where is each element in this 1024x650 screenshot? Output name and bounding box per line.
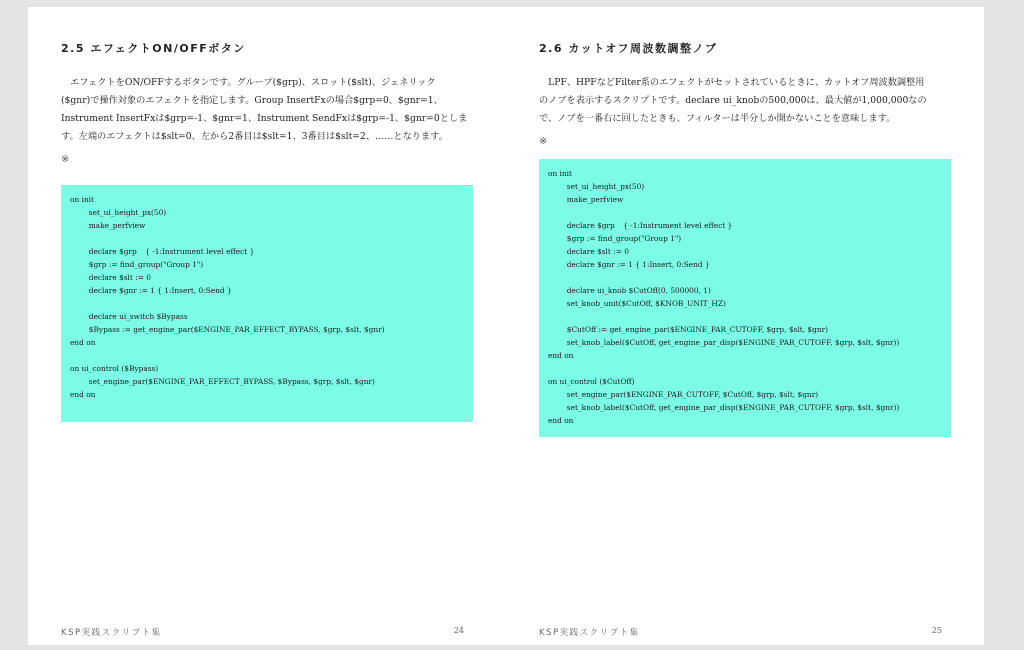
section-heading: 2.5 エフェクトON/OFFボタン [61, 42, 246, 55]
paragraph-line: エフェクトをON/OFFするボタンです。グループ($grp)、スロット($slt)、ジェネリック [61, 77, 436, 88]
page-number: 25 [931, 626, 942, 635]
code-block [61, 185, 473, 422]
note-mark-icon: ※ [61, 154, 70, 165]
section-heading: 2.6 カットオフ周波数調整ノブ [539, 42, 718, 55]
paragraph-line: のノブを表示するスクリプトです。declare ui_knobの500,000は、最大値が1,000,000なの [539, 95, 927, 106]
code-block [539, 159, 951, 437]
left-page [28, 7, 506, 645]
paragraph-line: Instrument InsertFxは$grp=-1、$gnr=1、Instrument SendFxは$grp=-1、$gnr=0としま [61, 113, 468, 124]
right-page [506, 7, 984, 645]
section-paragraph [61, 74, 468, 146]
paragraph-line: ($gnr)で操作対象のエフェクトを指定します。Group InsertFxの場合$grp=0、$gnr=1、 [61, 95, 443, 106]
paragraph-line: す。左端のエフェクトは$slt=0、左から2番目は$slt=1、3番目は$slt=2、……となります。 [61, 131, 448, 142]
page-number: 24 [453, 626, 464, 635]
footer-book-title: KSP実践スクリプト集 [61, 628, 162, 638]
paragraph-line: LPF、HPFなどFilter系のエフェクトがセットされているときに、カットオフ周波数調整用 [539, 77, 925, 88]
section-paragraph [539, 74, 939, 128]
footer-book-title: KSP実践スクリプト集 [539, 628, 640, 638]
book-spread [28, 7, 984, 645]
code-text: on init set_ui_height_px(50) make_perfview declare $grp { -1:Instrument level effect } $grp := find_group("Group 1") declare $slt := 0 declare $gnr := 1 { 1:Insert, 0:Send } declare ui_knob $CutOff(0, 500000, 1) set_knob_unit($CutOff, $KNOB_UNIT_HZ) $CutOff := get_engine_par($ENGINE_PAR_CUTOFF, $grp, $slt, $gnr) set_knob_label($CutOff, get_engine_par_disp($ENGINE_PAR_CUTOFF, $grp, $slt, $gnr)) end on on ui_control ($CutOff) set_engine_par($ENGINE_PAR_CUTOFF, $CutOff, $grp, $slt, $gnr) set_knob_label($CutOff, get_engine_par_disp($ENGINE_PAR_CUTOFF, $grp, $slt, $gnr)) end on [548, 169, 900, 425]
paragraph-line: で、ノブを一番右に回したときも、フィルターは半分しか開かないことを意味します。 [539, 113, 896, 124]
note-mark-icon: ※ [539, 136, 548, 147]
code-text: on init set_ui_height_px(50) make_perfview declare $grp { -1:Instrument level effect } $grp := find_group("Group 1") declare $slt := 0 declare $gnr := 1 { 1:Insert, 0:Send } declare ui_switch $Bypass $Bypass := get_engine_par($ENGINE_PAR_EFFECT_BYPASS, $grp, $slt, $gnr) end on on ui_control ($Bypass) set_engine_par($ENGINE_PAR_EFFECT_BYPASS, $Bypass, $grp, $slt, $gnr) end on [70, 195, 385, 399]
